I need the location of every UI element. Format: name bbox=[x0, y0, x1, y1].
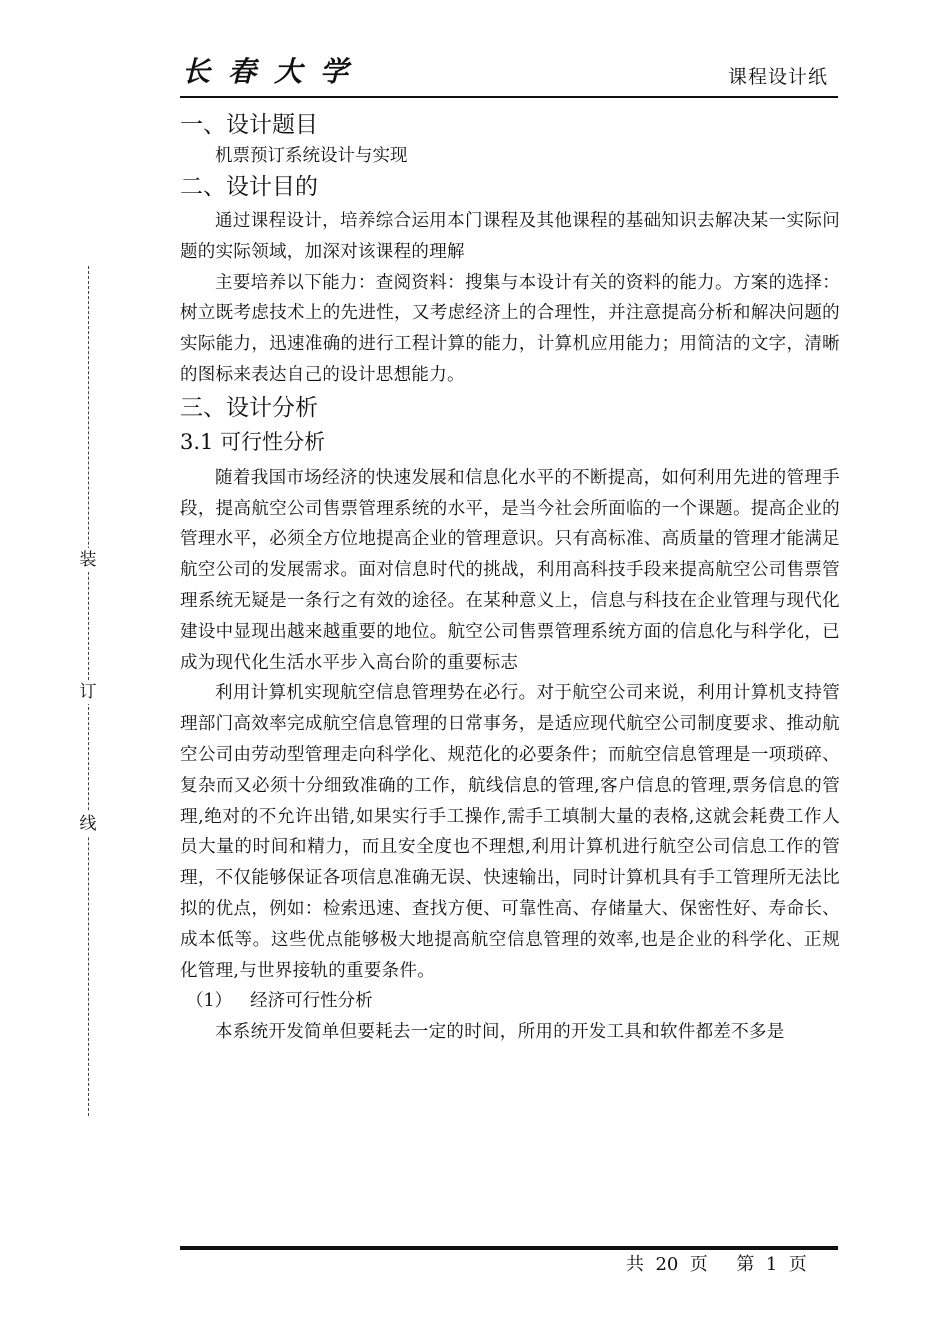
topic-text: 机票预订系统设计与实现 bbox=[215, 146, 408, 166]
purpose-paragraph-1: 通过课程设计，培养综合运用本门课程及其他课程的基础知识去解决某一实际问题的实际领域，加深对该课程的理解 bbox=[180, 211, 840, 262]
feasibility-paragraph-2: 利用计算机实现航空信息管理势在必行。对于航空公司来说，利用计算机支持管理部门高效率完成航空信息管理的日常事务，是适应现代航空公司制度要求、推动航空公司由劳动型管理走向科学化、规范化的必要条件；而航空信息管理是一项琐碎、复杂而又必须十分细致准确的工作，航线信息的管理,客户信息的管理,票务信息的管理,绝对的不允许出错,如果实行手工操作,需手工填制大量的表格,这就会耗费工作人员大量的时间和精力，而且安全度也不理想,利用计算机进行航空公司信息工作的管理，不仅能够保证各项信息准确无误、快速输出，同时计算机具有手工管理所无法比拟的优点，例如：检索迅速、查找方便、可靠性高、存储量大、保密性好、寿命长、成本低等。这些优点能够极大地提高航空信息管理的效率,也是企业的科学化、正规化管理,与世界接轨的重要条件。 bbox=[180, 683, 840, 981]
page-number: 共 20 页 第 1 页 bbox=[626, 1254, 807, 1275]
document-body bbox=[180, 108, 840, 1048]
feasibility-paragraph-1: 随着我国市场经济的快速发展和信息化水平的不断提高，如何利用先进的管理手段，提高航空公司售票管理系统的水平，是当今社会所面临的一个课题。提高企业的管理水平，必须全方位地提高企业的管理意识。只有高标准、高质量的管理才能满足航空公司的发展需求。面对信息时代的挑战，利用高科技手段来提高航空公司售票管理系统无疑是一条行之有效的途径。在某种意义上，信息与科技在企业管理与现代化建设中显现出越来越重要的地位。航空公司售票管理系统方面的信息化与科学化，已成为现代化生活水平步入高台阶的重要标志 bbox=[180, 467, 840, 673]
school-name: 长春大学 bbox=[182, 55, 367, 88]
subsection-title-feasibility: 3.1 可行性分析 bbox=[180, 429, 326, 454]
paper-type-label: 课程设计纸 bbox=[728, 66, 829, 88]
binding-char-ding: 订 bbox=[79, 682, 97, 702]
binding-char-xian: 线 bbox=[79, 814, 97, 834]
economic-feasibility-heading bbox=[180, 986, 840, 1017]
header-rule bbox=[180, 96, 838, 98]
binding-char-zhuang: 装 bbox=[79, 550, 97, 570]
economic-feasibility-paragraph: 本系统开发简单但要耗去一定的时间，所用的开发工具和软件都差不多是 bbox=[215, 1022, 785, 1043]
economic-feasibility-number: （1） bbox=[186, 991, 233, 1012]
economic-feasibility-title: 经济可行性分析 bbox=[250, 991, 373, 1012]
purpose-paragraph-2: 主要培养以下能力：查阅资料：搜集与本设计有关的资料的能力。方案的选择：树立既考虑技术上的先进性，又考虑经济上的合理性，并注意提高分析和解决问题的实际能力，迅速准确的进行工程计算的能力，计算机应用能力；用简洁的文字，清晰的图标来表达自己的设计思想能力。 bbox=[180, 272, 840, 385]
section-title-purpose: 二、设计目的 bbox=[180, 174, 318, 200]
section-title-analysis: 三、设计分析 bbox=[180, 394, 318, 421]
section-title-topic: 一、设计题目 bbox=[180, 112, 318, 138]
